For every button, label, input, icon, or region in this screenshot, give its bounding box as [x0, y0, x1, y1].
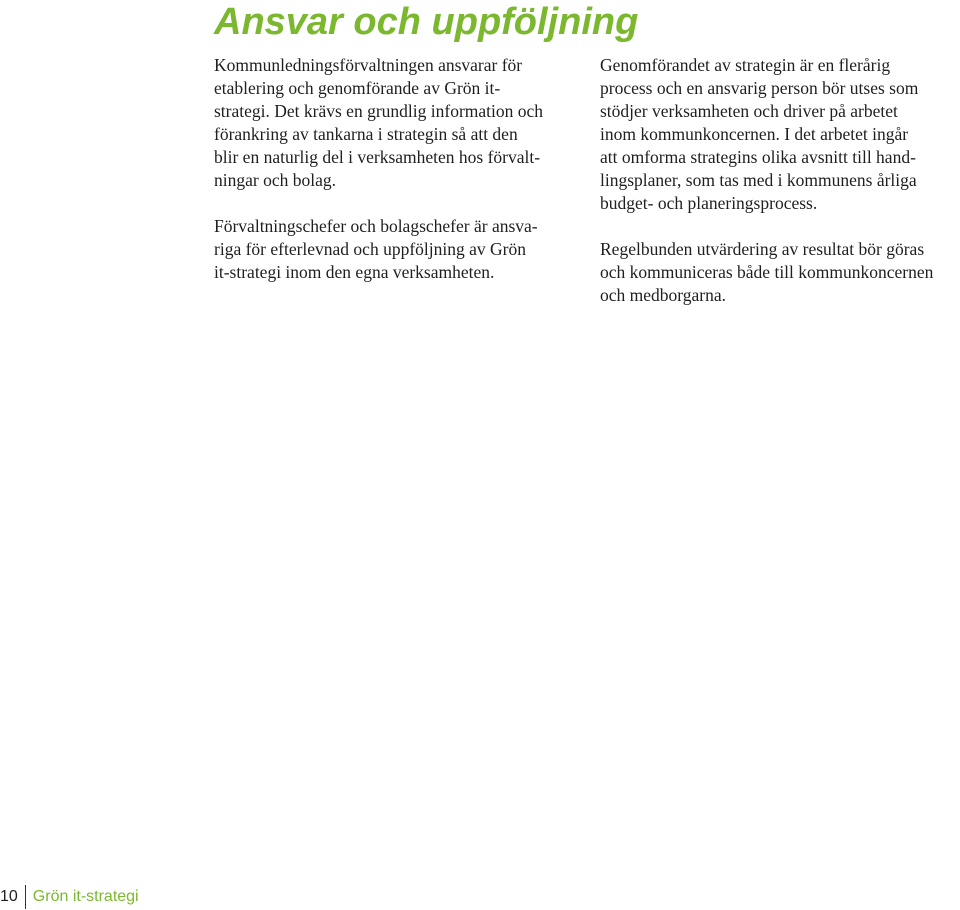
page-number: 10 [0, 888, 18, 905]
paragraph: Regelbunden utvärdering av resultat bör göras och kommuniceras både till kommunkoncernen och medborgarna. [600, 239, 934, 305]
page-title: Ansvar och uppföljning [214, 1, 639, 43]
paragraph: Förvaltningschefer och bolagschefer är ansva- riga för efterlevnad och uppföljning av Grön it-strategi inom den egna verksamheten. [214, 216, 538, 282]
page-footer [0, 884, 139, 910]
running-title: Grön it-strategi [32, 888, 139, 905]
paragraph: Genomförandet av strategin är en flerårig process och en ansvarig person bör utses som stödjer verksamheten och driver på arbetet inom kommunkoncernen. I det arbetet ingår att omforma strategins olika avsnitt till hand- lingsplaner, som tas med i kommunens årliga budget- och planeringsprocess. [600, 55, 919, 213]
right-column [600, 54, 960, 330]
left-column [214, 54, 564, 307]
paragraph: Kommunledningsförvaltningen ansvarar för etablering och genomförande av Grön it- strategi. Det krävs en grundlig information och förankring av tankarna i strategin så att den blir en naturlig del i verksamheten hos förvalt- ningar och bolag. [214, 55, 544, 190]
